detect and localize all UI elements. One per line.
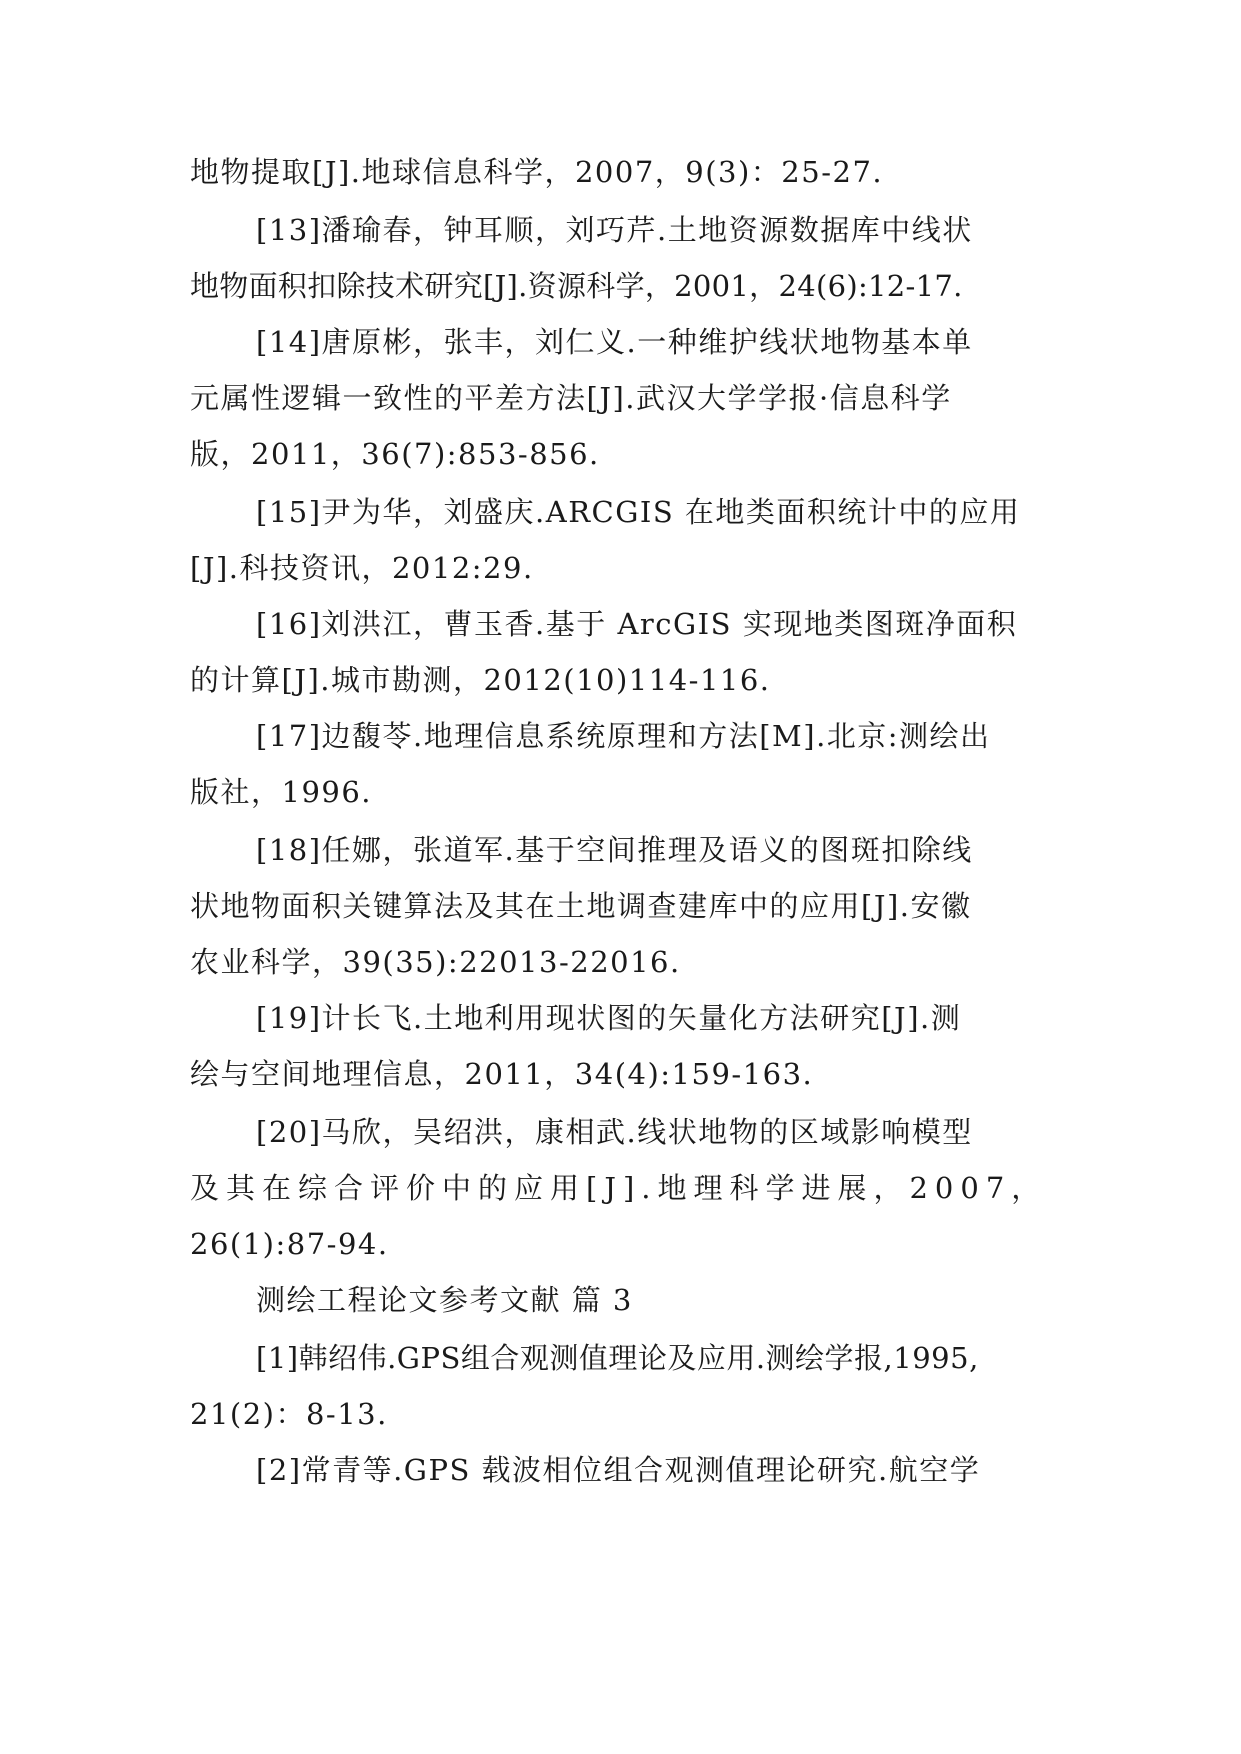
reference-line: 状地物面积关键算法及其在土地调查建库中的应用[J].安徽 xyxy=(190,889,972,923)
reference-line: [J].科技资讯，2012:29. xyxy=(190,551,534,585)
reference-line: 地物面积扣除技术研究[J].资源科学，2001，24(6):12-17. xyxy=(190,269,963,303)
reference-15-title: [15]尹为华，刘盛庆.ARCGIS 在地类面积统计中的应用 xyxy=(256,495,1021,529)
reference-14-title: [14]唐原彬，张丰，刘仁义.一种维护线状地物基本单 xyxy=(256,325,973,359)
reference-17-title: [17]边馥苓.地理信息系统原理和方法[M].北京:测绘出 xyxy=(256,719,991,753)
section-heading: 测绘工程论文参考文献 篇 3 xyxy=(256,1283,633,1317)
reference-13-title: [13]潘瑜春，钟耳顺，刘巧芹.土地资源数据库中线状 xyxy=(256,213,973,247)
reference-line: 及其在综合评价中的应用[J].地理科学进展，2007， xyxy=(190,1171,1048,1205)
reference-19-title: [19]计长飞.土地利用现状图的矢量化方法研究[J].测 xyxy=(256,1001,962,1035)
reference-line: 21(2)：8-13. xyxy=(190,1397,388,1431)
reference-18-title: [18]任娜，张道军.基于空间推理及语义的图斑扣除线 xyxy=(256,833,973,867)
reference-line: 元属性逻辑一致性的平差方法[J].武汉大学学报·信息科学 xyxy=(190,381,952,415)
reference-1-title: [1]韩绍伟.GPS组合观测值理论及应用.测绘学报,1995, xyxy=(256,1341,979,1375)
reference-line: 地物提取[J].地球信息科学，2007，9(3)：25-27. xyxy=(190,155,884,189)
reference-2-title: [2]常青等.GPS 载波相位组合观测值理论研究.航空学 xyxy=(256,1453,981,1487)
reference-line: 26(1):87-94. xyxy=(190,1227,389,1261)
reference-line: 版，2011，36(7):853-856. xyxy=(190,437,600,471)
reference-line: 农业科学，39(35):22013-22016. xyxy=(190,945,681,979)
reference-line: 的计算[J].城市勘测，2012(10)114-116. xyxy=(190,663,771,697)
reference-20-title: [20]马欣，吴绍洪，康相武.线状地物的区域影响模型 xyxy=(256,1115,973,1149)
reference-line: 绘与空间地理信息，2011，34(4):159-163. xyxy=(190,1057,814,1091)
reference-line: 版社，1996. xyxy=(190,775,373,809)
reference-16-title: [16]刘洪江，曹玉香.基于 ArcGIS 实现地类图斑净面积 xyxy=(256,607,1018,641)
